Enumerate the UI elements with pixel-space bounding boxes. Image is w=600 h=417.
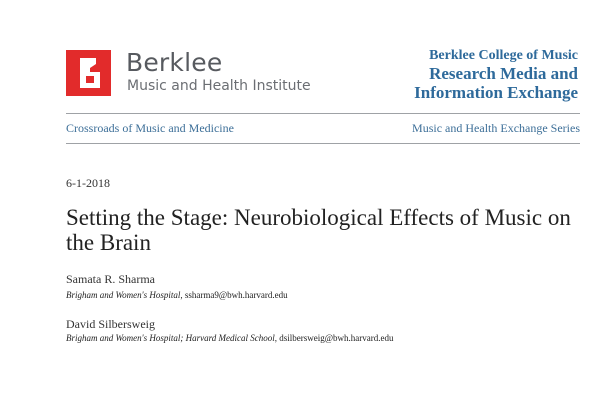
author-email[interactable]: ssharma9@bwh.harvard.edu — [184, 290, 288, 300]
publisher-block — [414, 47, 578, 102]
publisher-line-3: Information Exchange — [414, 83, 578, 102]
series-link-left[interactable]: Crossroads of Music and Medicine — [66, 121, 234, 135]
publisher-line-2: Research Media and — [429, 64, 578, 83]
bottom-divider — [66, 143, 580, 144]
author-email[interactable]: dsilbersweig@bwh.harvard.edu — [279, 333, 394, 343]
series-bar — [66, 118, 580, 138]
affiliation-institution: Brigham and Women's Hospital — [66, 290, 181, 300]
publisher-line-1: Berklee College of Music — [429, 48, 578, 63]
article-title: Setting the Stage: Neurobiological Effects of Music on the Brain — [66, 205, 571, 255]
logo-subtitle: Music and Health Institute — [127, 78, 311, 94]
series-link-right[interactable]: Music and Health Exchange Series — [412, 121, 580, 135]
affiliation-institution: Brigham and Women's Hospital; Harvard Medical School — [66, 333, 275, 343]
logo-name: Berklee — [126, 48, 223, 77]
author-affiliation: Brigham and Women's Hospital, ssharma9@bwh.harvard.edu — [66, 290, 288, 300]
author-name: Samata R. Sharma — [66, 272, 155, 286]
author-name: David Silbersweig — [66, 317, 155, 331]
berklee-logo-icon — [66, 50, 111, 96]
page-header — [0, 0, 600, 110]
publication-date: 6-1-2018 — [66, 176, 110, 190]
top-divider — [66, 113, 580, 114]
author-affiliation: Brigham and Women's Hospital; Harvard Medical School, dsilbersweig@bwh.harvard.edu — [66, 333, 394, 343]
